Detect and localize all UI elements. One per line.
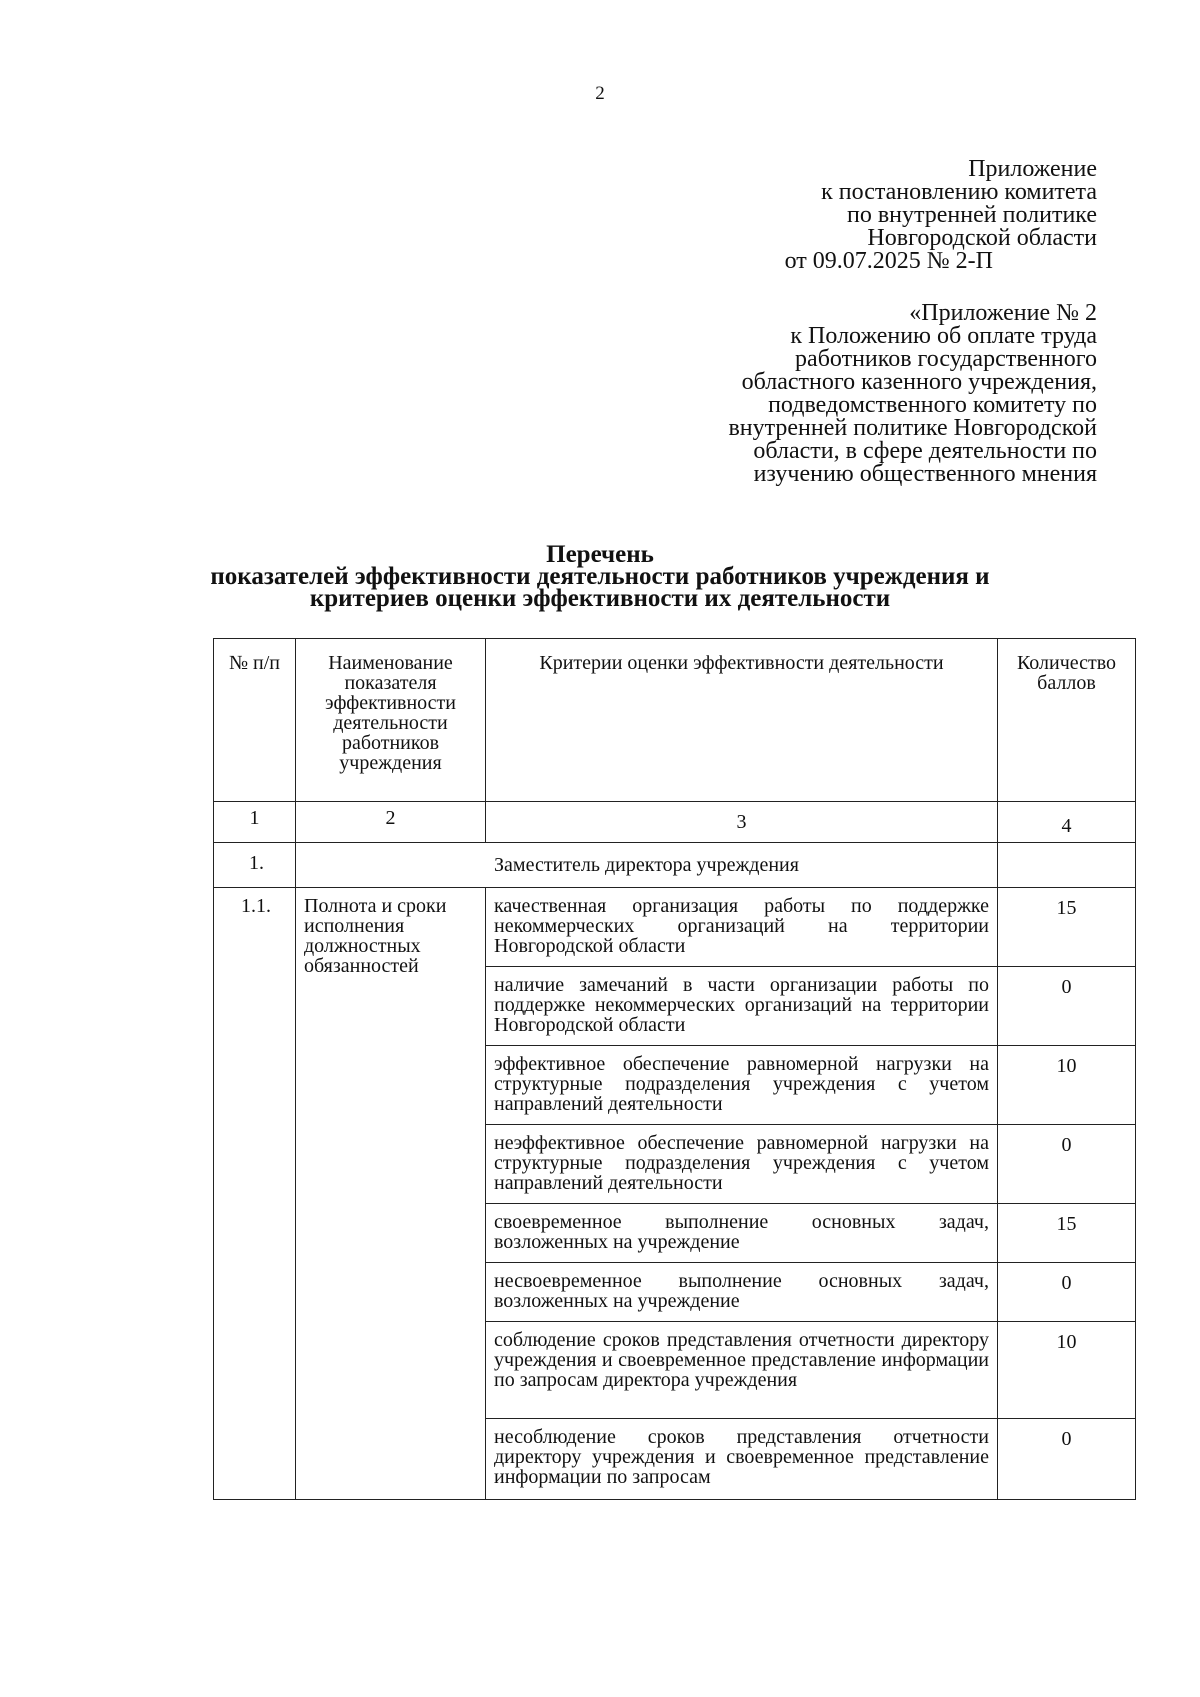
criterion-text: несвоевременное выполнение основных задач, возложенных на учреждение: [486, 1263, 998, 1322]
criterion-text: неэффективное обеспечение равномерной нагрузки на структурные подразделения учреждения с учетом направлений деятельности: [486, 1125, 998, 1204]
criterion-score: 10: [998, 1322, 1136, 1419]
column-number: 4: [998, 802, 1136, 843]
criterion-text: соблюдение сроков представления отчетности директору учреждения и своевременное представление информации по запросам директора учреждения: [486, 1322, 998, 1419]
section-score: [998, 843, 1136, 888]
criterion-score: 0: [998, 1125, 1136, 1204]
column-number: 2: [296, 802, 486, 843]
criteria-table: [213, 638, 1136, 1500]
appendix-reference-line: внутренней политике Новгородской: [728, 415, 1097, 441]
table-row: [214, 888, 1136, 967]
appendix-reference-line: областного казенного учреждения,: [741, 369, 1097, 395]
criterion-text: качественная организация работы по поддержке некоммерческих организаций на территории Новгородской области: [486, 888, 998, 967]
section-number: 1.: [214, 843, 296, 888]
header-cell-score: Количество баллов: [998, 639, 1136, 802]
appendix-reference-line: работников государственного: [795, 346, 1097, 372]
appendix-reference-line: к Положению об оплате труда: [790, 323, 1097, 349]
criterion-text: несоблюдение сроков представления отчетности директору учреждения и своевременное представление информации по запросам: [486, 1419, 998, 1500]
appendix-header-line: к постановлению комитета: [821, 179, 1097, 205]
appendix-header-line: по внутренней политике: [846, 202, 1097, 228]
appendix-reference-line: подведомственного комитету по: [768, 392, 1097, 418]
appendix-header-line: Приложение: [968, 156, 1097, 182]
column-number-row: [214, 802, 1136, 843]
column-number: 3: [486, 802, 998, 843]
appendix-reference: [728, 302, 1097, 486]
appendix-header: [785, 158, 1097, 273]
criterion-score: 0: [998, 967, 1136, 1046]
title-line: Перечень: [546, 541, 654, 568]
header-cell-indicator: Наименование показателя эффективности деятельности работников учреждения: [296, 639, 486, 802]
page-number: 2: [595, 83, 605, 104]
document-title: [0, 541, 1200, 612]
appendix-header-line: от 09.07.2025 № 2-П: [784, 248, 993, 274]
appendix-reference-line: области, в сфере деятельности по: [753, 438, 1097, 464]
appendix-reference-line: изучению общественного мнения: [753, 461, 1097, 487]
section-row: [214, 843, 1136, 888]
criterion-score: 0: [998, 1419, 1136, 1500]
appendix-reference-line: «Приложение № 2: [909, 300, 1097, 326]
item-name: Полнота и сроки исполнения должностных обязанностей: [296, 888, 486, 1500]
item-number: 1.1.: [214, 888, 296, 1500]
criterion-score: 10: [998, 1046, 1136, 1125]
criterion-score: 15: [998, 1204, 1136, 1263]
table-header-row: [214, 639, 1136, 802]
criterion-text: своевременное выполнение основных задач, возложенных на учреждение: [486, 1204, 998, 1263]
header-cell-number: № п/п: [214, 639, 296, 802]
appendix-header-line: Новгородской области: [867, 225, 1097, 251]
criterion-text: наличие замечаний в части организации работы по поддержке некоммерческих организаций на территории Новгородской области: [486, 967, 998, 1046]
title-line: критериев оценки эффективности их деятельности: [309, 585, 891, 612]
criterion-text: эффективное обеспечение равномерной нагрузки на структурные подразделения учреждения с учетом направлений деятельности: [486, 1046, 998, 1125]
criterion-score: 0: [998, 1263, 1136, 1322]
criterion-score: 15: [998, 888, 1136, 967]
column-number: 1: [214, 802, 296, 843]
title-line: показателей эффективности деятельности работников учреждения и: [210, 563, 990, 590]
header-cell-criteria: Критерии оценки эффективности деятельности: [486, 639, 998, 802]
section-title: Заместитель директора учреждения: [296, 843, 998, 888]
